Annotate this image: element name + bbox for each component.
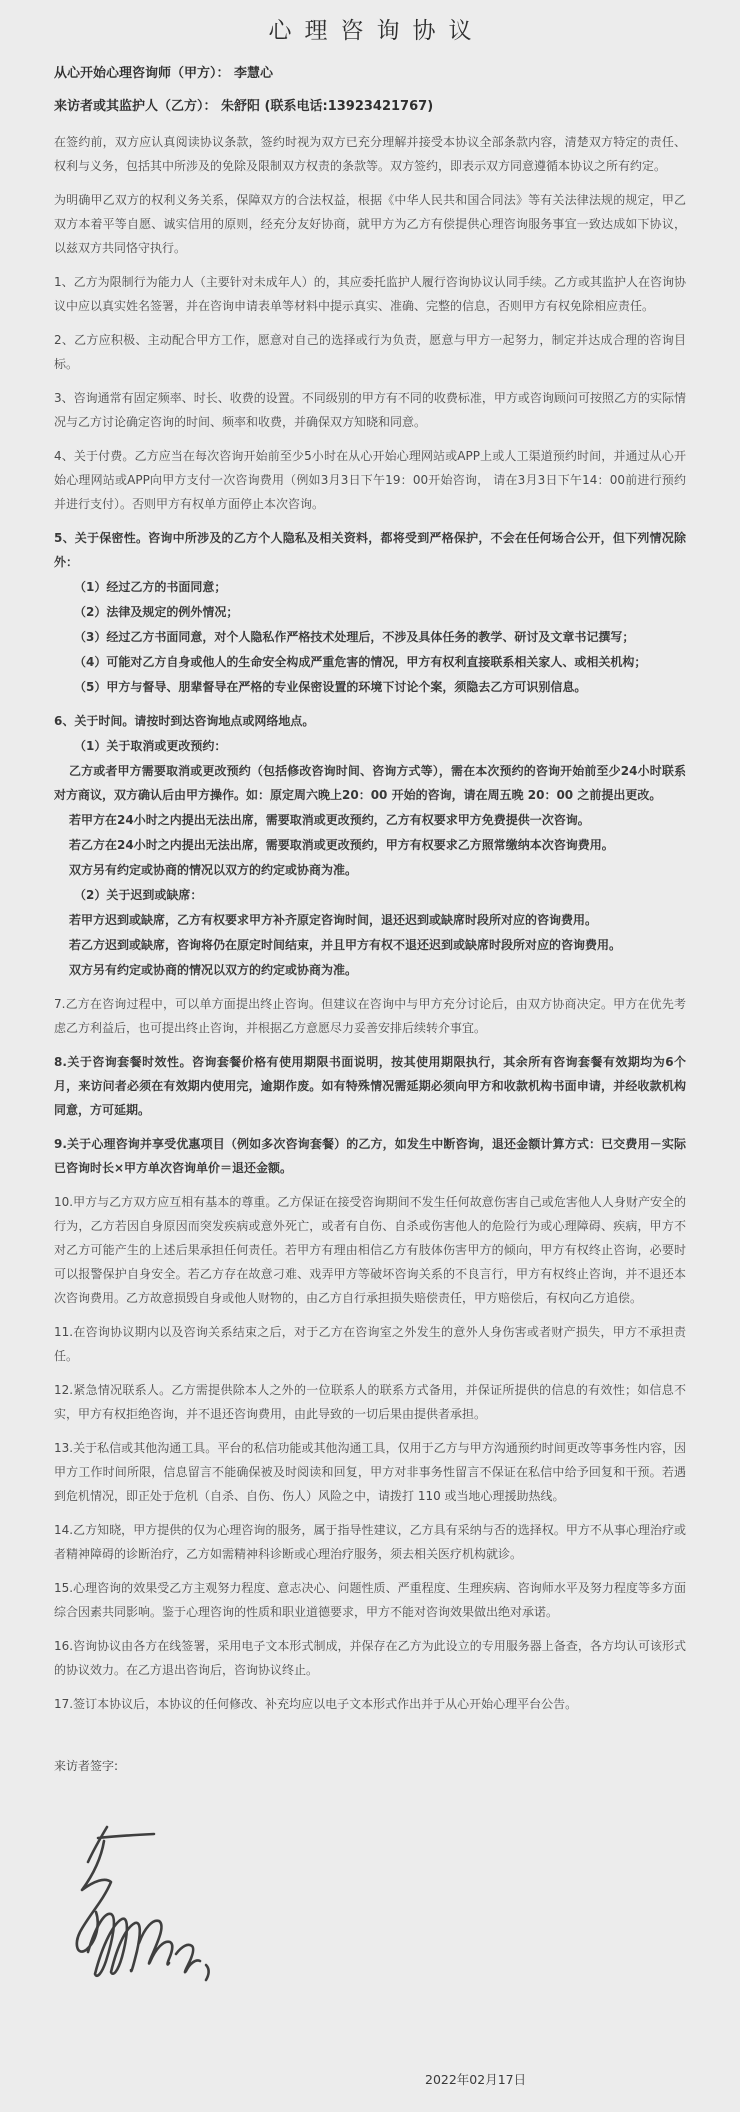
visitor-signature-ink [70,1822,240,1990]
agreement-paragraph: （3）经过乙方书面同意，对个人隐私作严格技术处理后，不涉及具体任务的教学、研讨及文章书记撰写； [74,630,635,644]
page-title: 心理咨询协议 [268,18,485,44]
agreement-paragraph: 为明确甲乙双方的权利义务关系，保障双方的合法权益，根据《中华人民共和国合同法》等有关法律法规的规定，甲乙双方本着平等自愿、诚实信用的原则，经充分友好协商，就甲方为乙方有偿提供心理咨询服务事宜一致达成如下协议，以兹双方共同恪守执行。 [54,193,686,255]
visitor-signature-area [54,1822,686,1992]
signature-date: 2022年02月17日 [425,2072,527,2087]
agreement-paragraph: 7.乙方在咨询过程中，可以单方面提出终止咨询。但建议在咨询中与甲方充分讨论后，由双方协商决定。甲方在优先考虑乙方利益后，也可提出终止咨询，并根据乙方意愿尽力妥善安排后续转介事宜。 [54,997,686,1035]
agreement-paragraph: 1、乙方为限制行为能力人（主要针对未成年人）的，其应委托监护人履行咨询协议认同手续。乙方或其监护人在咨询协议中应以真实姓名签署，并在咨询申请表单等材料中提示真实、准确、完整的信息，否则甲方有权免除相应责任。 [54,275,686,313]
agreement-paragraph: 16.咨询协议由各方在线签署，采用电子文本形式制成，并保存在乙方为此设立的专用服务器上备查，各方均认可该形式的协议效力。在乙方退出咨询后，咨询协议终止。 [54,1639,686,1677]
agreement-paragraph: 17.签订本协议后，本协议的任何修改、补充均应以电子文本形式作出并于从心开始心理平台公告。 [54,1697,578,1711]
agreement-paragraph: 若甲方在24小时之内提出无法出席，需要取消或更改预约，乙方有权要求甲方免费提供一次咨询。 [69,813,590,827]
agreement-paragraph: （5）甲方与督导、朋辈督导在严格的专业保密设置的环境下讨论个案，须隐去乙方可识别信息。 [74,680,587,694]
agreement-paragraph: 15.心理咨询的效果受乙方主观努力程度、意志决心、问题性质、严重程度、生理疾病、咨询师水平及努力程度等多方面综合因素共同影响。鉴于心理咨询的性质和职业道德要求，甲方不能对咨询效果做出绝对承诺。 [54,1581,686,1619]
agreement-paragraph: 11.在咨询协议期内以及咨询关系结束之后，对于乙方在咨询室之外发生的意外人身伤害或者财产损失，甲方不承担责任。 [54,1325,686,1363]
agreement-paragraph: 4、关于付费。乙方应当在每次咨询开始前至少5小时在从心开始心理网站或APP上或人工渠道预约时间，并通过从心开始心理网站或APP向甲方支付一次咨询费用（例如3月3日下午19：00开始咨询， 请在3月3日下午14：00前进行预约并进行支付）。否则甲方有权单方面停止本次咨询。 [54,449,686,511]
agreement-paragraph: 若乙方迟到或缺席，咨询将仍在原定时间结束，并且甲方有权不退还迟到或缺席时段所对应的咨询费用。 [69,938,622,952]
agreement-paragraph: （2）关于迟到或缺席： [74,888,203,902]
agreement-paragraph: 6、关于时间。请按时到达咨询地点或网络地点。 [54,714,315,728]
agreement-paragraph: 2、乙方应积极、主动配合甲方工作，愿意对自己的选择或行为负责，愿意与甲方一起努力，制定并达成合理的咨询目标。 [54,333,686,371]
agreement-paragraph: （2）法律及规定的例外情况； [74,605,239,619]
agreement-paragraph: 9.关于心理咨询并享受优惠项目（例如多次咨询套餐）的乙方，如发生中断咨询，退还金额计算方式：已交费用－实际已咨询时长×甲方单次咨询单价＝退还金额。 [54,1137,686,1175]
agreement-paragraph: 乙方或者甲方需要取消或更改预约（包括修改咨询时间、咨询方式等），需在本次预约的咨询开始前至少24小时联系对方商议，双方确认后由甲方操作。如：原定周六晚上20：00 开始的咨询，请在周五晚 20：00 之前提出更改。 [54,764,686,802]
agreement-paragraph: 若甲方迟到或缺席，乙方有权要求甲方补齐原定咨询时间，退还迟到或缺席时段所对应的咨询费用。 [69,913,598,927]
agreement-paragraph: （1）关于取消或更改预约： [74,739,227,753]
agreement-paragraph: 若乙方在24小时之内提出无法出席，需要取消或更改预约，甲方有权要求乙方照常缴纳本次咨询费用。 [69,838,614,852]
party-b-line: 来访者或其监护人（乙方）： 朱舒阳 (联系电话:13923421767) [54,99,434,114]
agreement-paragraph: （4）可能对乙方自身或他人的生命安全构成严重危害的情况，甲方有权利直接联系相关家人、或相关机构； [74,655,647,669]
agreement-paragraph: 8.关于咨询套餐时效性。咨询套餐价格有使用期限书面说明，按其使用期限执行，其余所有咨询套餐有效期均为6个月，来访问者必须在有效期内使用完，逾期作废。如有特殊情况需延期必须向甲方和收款机构书面申请，并经收款机构同意，方可延期。 [54,1055,686,1117]
agreement-paragraph: 双方另有约定或协商的情况以双方的约定或协商为准。 [69,863,358,877]
visitor-signature-label: 来访者签字: [54,1759,119,1773]
agreement-paragraph: 12.紧急情况联系人。乙方需提供除本人之外的一位联系人的联系方式备用，并保证所提供的信息的有效性；如信息不实，甲方有权拒绝咨询，并不退还咨询费用，由此导致的一切后果由提供者承担。 [54,1383,686,1421]
agreement-paragraph: 10.甲方与乙方双方应互相有基本的尊重。乙方保证在接受咨询期间不发生任何故意伤害自己或危害他人人身财产安全的行为，乙方若因自身原因而突发疾病或意外死亡，或者有自伤、自杀或伤害他人的危险行为或心理障碍、疾病，甲方不对乙方可能产生的上述后果承担任何责任。若甲方有理由相信乙方有肢体伤害甲方的倾向，甲方有权终止咨询，必要时可以报警保护自身安全。若乙方存在故意刁难、戏弄甲方等破坏咨询关系的不良言行，甲方有权终止咨询，并不退还本次咨询费用。乙方故意损毁自身或他人财物的，由乙方自行承担损失赔偿责任，甲方赔偿后，有权向乙方追偿。 [54,1195,686,1305]
party-a-line: 从心开始心理咨询师（甲方）： 李慧心 [54,66,274,81]
agreement-paragraph: 13.关于私信或其他沟通工具。平台的私信功能或其他沟通工具，仅用于乙方与甲方沟通预约时间更改等事务性内容，因甲方工作时间所限，信息留言不能确保被及时阅读和回复，甲方对非事务性留言不保证在私信中给予回复和干预。若遇到危机情况，即正处于危机（自杀、自伤、伤人）风险之中，请拨打 110 或当地心理援助热线。 [54,1441,686,1503]
agreement-paragraph: 在签约前，双方应认真阅读协议条款，签约时视为双方已充分理解并接受本协议全部条款内容，清楚双方特定的责任、权利与义务，包括其中所涉及的免除及限制双方权责的条款等。双方签约，即表示双方同意遵循本协议之所有约定。 [54,135,686,173]
agreement-paragraph: 14.乙方知晓，甲方提供的仅为心理咨询的服务，属于指导性建议，乙方具有采纳与否的选择权。甲方不从事心理治疗或者精神障碍的诊断治疗，乙方如需精神科诊断或心理治疗服务，须去相关医疗机构就诊。 [54,1523,686,1561]
agreement-paragraph: 5、关于保密性。咨询中所涉及的乙方个人隐私及相关资料，都将受到严格保护，不会在任何场合公开，但下列情况除外： [54,531,686,569]
agreement-paragraph: 双方另有约定或协商的情况以双方的约定或协商为准。 [69,963,358,977]
agreement-paragraph: 3、咨询通常有固定频率、时长、收费的设置。不同级别的甲方有不同的收费标准，甲方或咨询顾问可按照乙方的实际情况与乙方讨论确定咨询的时间、频率和收费，并确保双方知晓和同意。 [54,391,686,429]
agreement-paragraph: （1）经过乙方的书面同意； [74,580,227,594]
agreement-paragraphs [54,130,686,1716]
